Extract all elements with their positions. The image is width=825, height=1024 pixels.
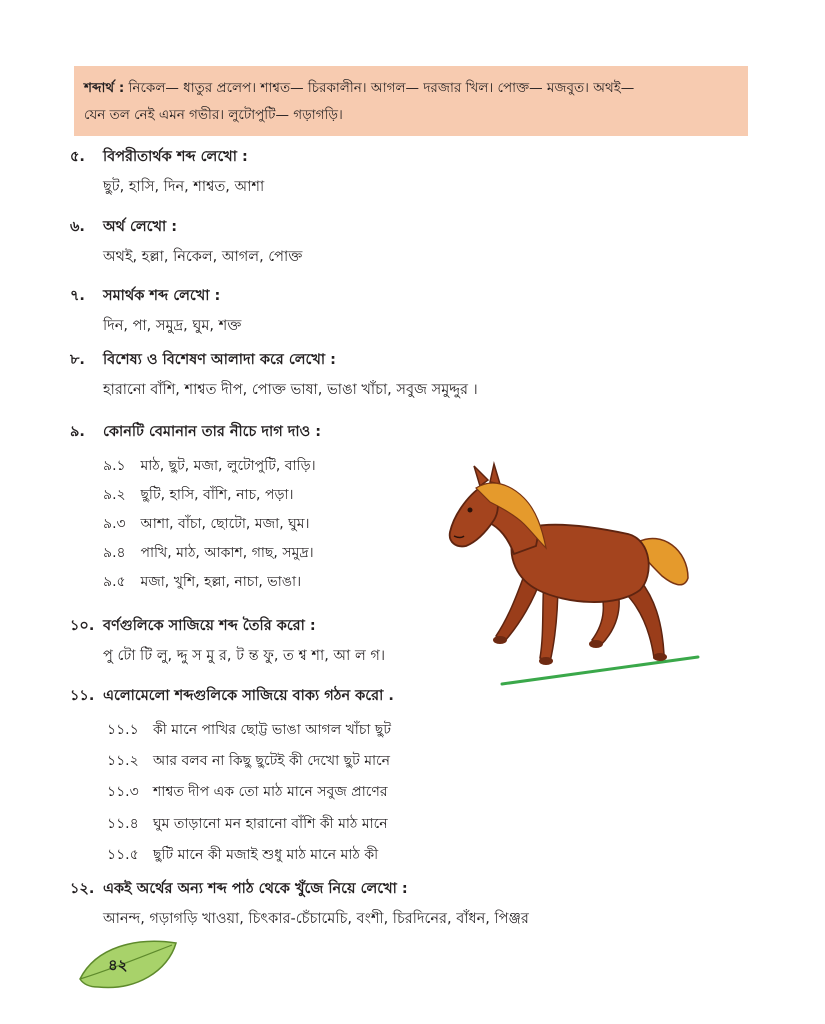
glossary-box <box>74 66 748 136</box>
question-number: ১২. <box>70 881 95 897</box>
question-body: আনন্দ, গড়াগড়ি খাওয়া, চিৎকার-চেঁচামেচি, বংশী, চিরদিনের, বাঁধন, পিঞ্জর <box>103 911 529 927</box>
question-number: ৯. <box>70 424 85 440</box>
question-title: একই অর্থের অন্য শব্দ পাঠ থেকে খুঁজে নিয়ে লেখো : <box>103 881 408 897</box>
question-title: সমার্থক শব্দ লেখো : <box>103 288 221 304</box>
list-item <box>107 844 378 866</box>
item-number: ১১.৪ <box>107 816 139 832</box>
item-text: ছুটি মানে কী মজাই শুধু মাঠ মানে মাঠ কী <box>153 847 379 863</box>
item-number: ১১.২ <box>107 753 139 769</box>
item-text: মজা, খুশি, হল্লা, নাচা, ভাঙা। <box>140 574 302 590</box>
list-item <box>107 750 390 772</box>
list-item <box>103 513 310 535</box>
question-number: ৭. <box>70 288 85 304</box>
glossary-text-1: নিকেল— ধাতুর প্রলেপ। শাশ্বত— চিরকালীন। আগল— দরজার খিল। পোক্ত— মজবুত। অথই— <box>124 80 635 96</box>
question-number: ৬. <box>70 219 85 235</box>
leaf-icon <box>76 935 180 993</box>
question-title: বিপরীতার্থক শব্দ লেখো : <box>103 149 248 165</box>
item-number: ৯.৩ <box>103 516 126 532</box>
question-title: অর্থ লেখো : <box>103 219 178 235</box>
horse-illustration <box>440 458 710 698</box>
item-number: ৯.১ <box>103 458 126 474</box>
list-item <box>103 455 316 477</box>
list-item <box>103 484 294 506</box>
question-body: দিন, পা, সমুদ্র, ঘুম, শক্ত <box>103 318 242 334</box>
question-title: বিশেষ্য ও বিশেষণ আলাদা করে লেখো : <box>103 352 336 368</box>
item-number: ৯.৫ <box>103 574 126 590</box>
list-item <box>107 813 388 835</box>
item-text: শাশ্বত দীপ এক তো মাঠ মানে সবুজ প্রাণের <box>153 784 388 800</box>
list-item <box>103 571 301 593</box>
question-body: অথই, হল্লা, নিকেল, আগল, পোক্ত <box>103 249 303 265</box>
question-number: ৮. <box>70 352 85 368</box>
item-number: ১১.১ <box>107 722 139 738</box>
question-number: ১১. <box>70 688 95 704</box>
question-number: ১০. <box>70 618 95 634</box>
glossary-label: শব্দার্থ : <box>84 80 125 96</box>
list-item <box>107 719 391 741</box>
item-number: ৯.৪ <box>103 545 126 561</box>
item-text: ছুটি, হাসি, বাঁশি, নাচ, পড়া। <box>140 487 294 503</box>
question-title: বর্ণগুলিকে সাজিয়ে শব্দ তৈরি করো : <box>103 618 316 634</box>
item-number: ১১.৫ <box>107 847 139 863</box>
item-text: আর বলব না কিছু ছুটেই কী দেখো ছুট মানে <box>153 753 391 769</box>
question-number: ৫. <box>70 149 85 165</box>
question-title: এলোমেলো শব্দগুলিকে সাজিয়ে বাক্য গঠন করো . <box>103 688 394 704</box>
page-number: ৪২ <box>108 956 128 974</box>
list-item <box>103 542 314 564</box>
item-text: আশা, বাঁচা, ছোটো, মজা, ঘুম। <box>140 516 310 532</box>
glossary-line-2: যেন তল নেই এমন গভীর। লুটোপুটি— গড়াগড়ি। <box>84 107 343 123</box>
item-text: মাঠ, ছুট, মজা, লুটোপুটি, বাড়ি। <box>140 458 316 474</box>
glossary-line-1 <box>84 75 736 102</box>
question-body: পু টো টি লু, দ্দু স মু র, ট ন্ত ফু, ত শ্ব শা, আ ল গ। <box>103 648 386 664</box>
item-number: ১১.৩ <box>107 784 139 800</box>
item-text: ঘুম তাড়ানো মন হারানো বাঁশি কী মাঠ মানে <box>153 816 388 832</box>
item-text: কী মানে পাখির ছোট্ট ভাঙা আগল খাঁচা ছুট <box>153 722 392 738</box>
item-number: ৯.২ <box>103 487 126 503</box>
list-item <box>107 781 388 803</box>
question-body: ছুট, হাসি, দিন, শাশ্বত, আশা <box>103 179 265 195</box>
item-text: পাখি, মাঠ, আকাশ, গাছ, সমুদ্র। <box>140 545 314 561</box>
question-title: কোনটি বেমানান তার নীচে দাগ দাও : <box>103 424 322 440</box>
question-body: হারানো বাঁশি, শাশ্বত দীপ, পোক্ত ভাষা, ভাঙা খাঁচা, সবুজ সমুদ্দুর । <box>103 382 478 398</box>
